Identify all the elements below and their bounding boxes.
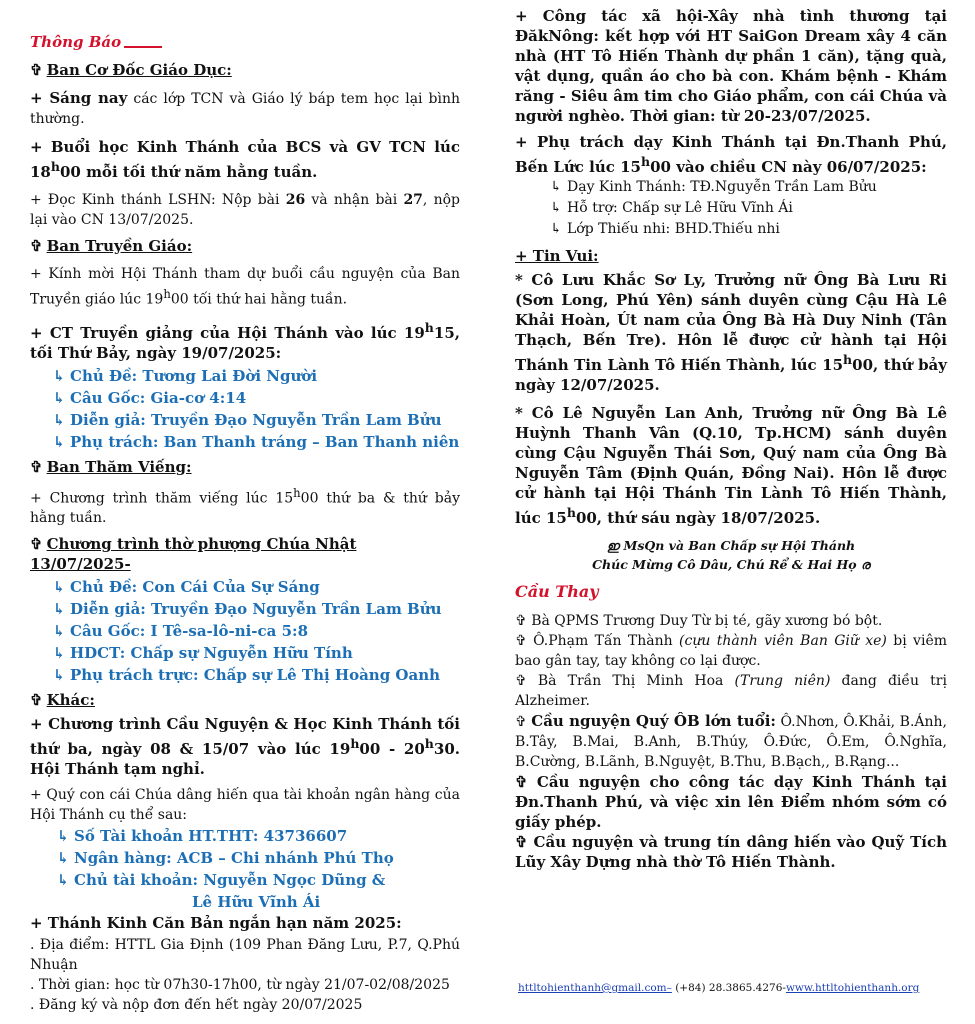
tin-vui-title: + Tin Vui:	[515, 247, 599, 265]
right-column	[515, 6, 947, 872]
arrow-icon: ↳	[52, 600, 66, 619]
bank-list	[30, 825, 460, 913]
prayer-1: ✞ Bà QPMS Trương Duy Từ bị té, gãy xương bó bột.	[515, 613, 883, 629]
list-item: ↳ Chủ Đề: Tương Lai Đời Người	[48, 365, 460, 387]
thong-bao-heading	[30, 33, 162, 51]
s4-list	[30, 576, 460, 686]
cross-icon: ✞	[30, 237, 43, 255]
r-teaching-list	[515, 177, 947, 240]
list-item: ↳ Phụ trách: Ban Thanh tráng – Ban Thanh niên	[48, 431, 460, 453]
arrow-icon: ↳	[52, 410, 66, 429]
r-paragraph-social: + Công tác xã hội-Xây nhà tình thương tại ĐăkNông: kết hợp với HT SaiGon Dream xây 4 căn nhà (HT Tô Hiến Thành dự phần 1 căn), tặng quà, vật dụng, quần áo cho bà con. Khám bệnh - Khám răng - Siêu âm tim cho Giáo phẩm, con cái Chúa và người nghèo. Thời gian: từ 20-23/07/2025.	[515, 7, 947, 125]
cross-icon: ✞	[30, 691, 43, 710]
s5-line-2: . Thời gian: học từ 07h30-17h00, từ ngày 21/07-02/08/2025	[30, 977, 450, 994]
s2-paragraph-2: + CT Truyền giảng của Hội Thánh vào lúc 19$^h$15, tối Thứ Bảy, ngày 19/07/2025:	[30, 319, 460, 362]
list-item: ↳ Câu Gốc: Gia-cơ 4:14	[48, 387, 460, 409]
s5-line-3: . Đăng ký và nộp đơn đến hết ngày 20/07/2025	[30, 997, 363, 1014]
arrow-icon: ↳	[52, 666, 66, 685]
list-item: ↳ Hỗ trợ: Chấp sự Lê Hữu Vĩnh Ái	[545, 198, 947, 219]
tin-vui-2: * Cô Lê Nguyễn Lan Anh, Trưởng nữ Ông Bà Lê Huỳnh Thanh Vân (Q.10, Tp.HCM) sánh duyên cùng Cậu Nguyễn Thái Sơn, Quý nam của Ông Bà Nguyễn Tâm (Định Quán, Đồng Nai). Hôn lễ được cử hành tại Hội Thánh Tin Lành Tô Hiến Thành, lúc 15$^h$00, thứ sáu ngày 18/07/2025.	[515, 404, 947, 527]
s5-paragraph-3: + Thánh Kinh Căn Bản ngắn hạn năm 2025:	[30, 914, 402, 933]
arrow-icon: ↳	[52, 388, 66, 407]
list-item: ↳ HDCT: Chấp sự Nguyễn Hữu Tính	[48, 642, 460, 664]
list-item: ↳ Câu Gốc: I Tê-sa-lô-ni-ca 5:8	[48, 620, 460, 642]
cross-icon: ✞	[30, 457, 43, 476]
tin-vui-1: * Cô Lưu Khắc Sơ Ly, Trưởng nữ Ông Bà Lưu Ri (Sơn Long, Phú Yên) sánh duyên cùng Cậu Hà Lê Khải Hoàn, Út nam của Ông Bà Hà Duy Ninh (Tân Thạch, Bến Tre). Hôn lễ được cử hành tại Hội Thánh Tin Lành Tô Hiến Thành, lúc 15$^h$00, thứ bảy ngày 12/07/2025.	[515, 271, 947, 394]
s3-paragraph-1: + Chương trình thăm viếng lúc 15$^h$00 thứ ba & thứ bảy hằng tuần.	[30, 485, 460, 527]
arrow-icon: ↳	[550, 200, 562, 216]
arrow-icon: ↳	[56, 871, 70, 890]
s2-list	[30, 365, 460, 453]
arrow-icon: ↳	[56, 849, 70, 868]
ornament-right-icon: ര	[856, 557, 870, 572]
ornament-left-icon: ഇ	[606, 538, 624, 553]
list-item: ↳ Lớp Thiếu nhi: BHD.Thiếu nhi	[545, 219, 947, 240]
arrow-icon: ↳	[52, 432, 66, 451]
prayer-6: ✞ Cầu nguyện và trung tín dâng hiến vào Quỹ Tích Lũy Xây Dựng nhà thờ Tô Hiến Thành.	[515, 833, 947, 871]
arrow-icon: ↳	[56, 827, 70, 846]
cross-icon: ✞	[515, 773, 537, 791]
left-content	[30, 60, 460, 1015]
list-item: ↳ Số Tài khoản HT.THT: 43736607	[52, 825, 460, 847]
arrow-icon: ↳	[550, 179, 562, 195]
prayer-2: ✞ Ô.Phạm Tấn Thành (cựu thành viên Ban Giữ xe) bị viêm bao gân tay, tay không co lại được.	[515, 633, 948, 669]
s1-paragraph-3: + Đọc Kinh thánh LSHN: Nộp bài 26 và nhận bài 27, nộp lại vào CN 13/07/2025.	[30, 192, 460, 228]
congrats-line-2: Chúc Mừng Cô Dâu, Chú Rể & Hai Họ ര	[592, 557, 870, 572]
congrats-block	[515, 536, 947, 574]
s5-paragraph-2: + Quý con cái Chúa dâng hiến qua tài khoản ngân hàng của Hội Thánh cụ thể sau:	[30, 787, 460, 824]
prayer-4: ✞ Cầu nguyện Quý ÔB lớn tuổi: Ô.Nhơn, Ô.Khải, B.Ánh, B.Tây, B.Mai, B.Anh, B.Thúy, Ô.Đức, Ô.Em, Ô.Nghĩa, B.Cường, B.Lãnh, B.Nguyệt, B.Thu, B.Bạch,, B.Rạng...	[515, 712, 947, 770]
s2-paragraph-1: + Kính mời Hội Thánh tham dự buổi cầu nguyện của Ban Truyền giáo lúc 19$^h$00 tối thứ hai hằng tuần.	[30, 266, 460, 308]
list-item: ↳ Ngân hàng: ACB – Chi nhánh Phú Thọ	[52, 847, 460, 869]
arrow-icon: ↳	[52, 578, 66, 597]
cross-icon: ✞	[515, 833, 534, 851]
list-item: ↳ Dạy Kinh Thánh: TĐ.Nguyễn Trần Lam Bửu	[545, 177, 947, 198]
cross-icon: ✞	[515, 613, 532, 629]
footer-web-link[interactable]: www.httltohienthanh.org	[785, 982, 920, 994]
footer-contact	[518, 982, 919, 994]
s5-paragraph-1: + Chương trình Cầu Nguyện & Học Kinh Thánh tối thứ ba, ngày 08 & 15/07 vào lúc 19$^h$00 - 20$^h$30. Hội Thánh tạm nghỉ.	[30, 715, 460, 779]
section-title-khac: ✞ Khác:	[30, 691, 95, 710]
list-item: ↳ Diễn giả: Truyền Đạo Nguyễn Trần Lam Bửu	[48, 598, 460, 620]
thong-bao-text: Thông Báo	[30, 33, 122, 51]
cross-icon: ✞	[30, 535, 43, 554]
cross-icon: ✞	[30, 61, 43, 79]
cross-icon: ✞	[515, 673, 538, 689]
prayer-3: ✞ Bà Trần Thị Minh Hoa (Trung niên) đang điều trị Alzheimer.	[515, 673, 947, 709]
list-item: ↳ Chủ Đề: Con Cái Của Sự Sáng	[48, 576, 460, 598]
cross-icon: ✞	[515, 714, 532, 730]
section-title-truyen-giao: ✞ Ban Truyền Giáo:	[30, 237, 193, 255]
list-item: ↳ Diễn giả: Truyền Đạo Nguyễn Trần Lam Bửu	[48, 409, 460, 431]
section-title-co-doc-giao-duc: ✞ Ban Cơ Đốc Giáo Dục:	[30, 61, 232, 79]
prayer-5: ✞ Cầu nguyện cho công tác dạy Kinh Thánh tại Đn.Thanh Phú, và việc xin lên Điểm nhóm sớm có giấy phép.	[515, 773, 948, 831]
cau-thay-heading	[515, 582, 947, 601]
footer-email-link[interactable]: httltohienthanh@gmail.com–	[518, 982, 672, 994]
arrow-icon: ↳	[52, 644, 66, 663]
congrats-line-1: ഇ MsQn và Ban Chấp sự Hội Thánh	[606, 538, 856, 553]
arrow-icon: ↳	[52, 622, 66, 641]
s1-paragraph-1: + Sáng nay các lớp TCN và Giáo lý báp tem học lại bình thường.	[30, 89, 460, 127]
list-item: ↳ Chủ tài khoản: Nguyễn Ngọc Dũng &	[52, 869, 460, 891]
thong-bao-underline	[124, 46, 162, 48]
cross-icon: ✞	[515, 633, 534, 649]
s1-paragraph-2: + Buổi học Kinh Thánh của BCS và GV TCN lúc 18$^h$00 mỗi tối thứ năm hằng tuần.	[30, 138, 460, 181]
r-paragraph-teaching: + Phụ trách dạy Kinh Thánh tại Đn.Thanh Phú, Bến Lức lúc 15$^h$00 vào chiều CN này 06/07/2025:	[515, 133, 947, 176]
s5-line-1: . Địa điểm: HTTL Gia Định (109 Phan Đăng Lưu, P.7, Q.Phú Nhuận	[30, 937, 460, 974]
section-title-tham-vieng: ✞ Ban Thăm Viếng:	[30, 457, 192, 476]
arrow-icon: ↳	[52, 366, 66, 385]
section-title-tho-phuong: ✞ Chương trình thờ phượng Chúa Nhật 13/07/2025-	[30, 535, 357, 574]
arrow-icon: ↳	[550, 221, 562, 237]
footer-phone: (+84) 28.3865.4276-	[671, 982, 786, 994]
list-item: Lê Hữu Vĩnh Ái	[192, 893, 321, 912]
list-item: ↳ Phụ trách trực: Chấp sự Lê Thị Hoàng Oanh	[48, 664, 460, 686]
cau-thay-text: Cầu Thay	[515, 582, 599, 601]
